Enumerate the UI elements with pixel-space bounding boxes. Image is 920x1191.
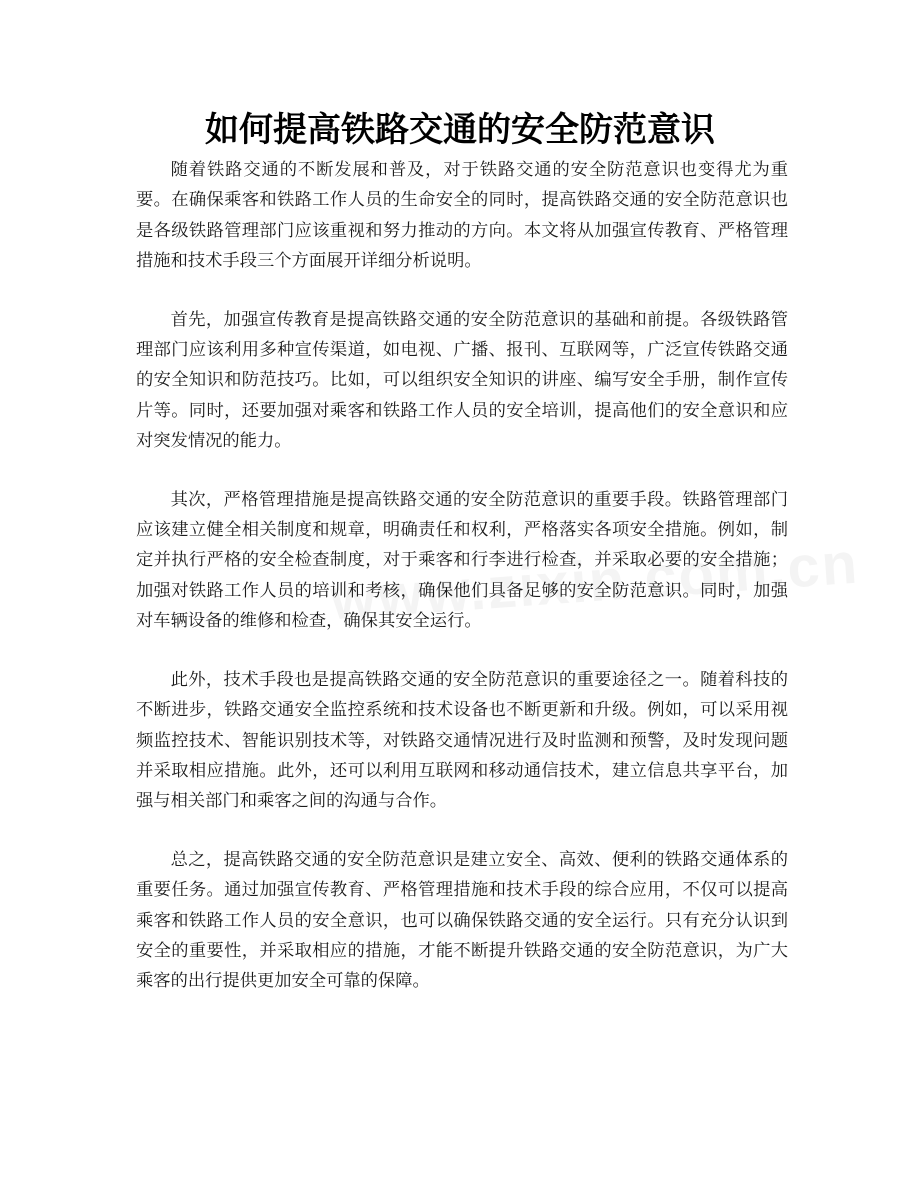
paragraph-intro: 随着铁路交通的不断发展和普及，对于铁路交通的安全防范意识也变得尤为重要。在确保乘客和铁路工作人员的生命安全的同时，提高铁路交通的安全防范意识也是各级铁路管理部门应该重视和努力推动的方向。本文将从加强宣传教育、严格管理措施和技术手段三个方面展开详细分析说明。 bbox=[136, 160, 788, 272]
paragraph-publicity-education: 首先，加强宣传教育是提高铁路交通的安全防范意识的基础和前提。各级铁路管理部门应该利用多种宣传渠道，如电视、广播、报刊、互联网等，广泛宣传铁路交通的安全知识和防范技巧。比如，可以组织安全知识的讲座、编写安全手册，制作宣传片等。同时，还要加强对乘客和铁路工作人员的安全培训，提高他们的安全意识和应对突发情况的能力。 bbox=[136, 309, 788, 452]
paragraph-management-measures: 其次，严格管理措施是提高铁路交通的安全防范意识的重要手段。铁路管理部门应该建立健全相关制度和规章，明确责任和权利，严格落实各项安全措施。例如，制定并执行严格的安全检查制度，对于乘客和行李进行检查，并采取必要的安全措施；加强对铁路工作人员的培训和考核，确保他们具备足够的安全防范意识。同时，加强对车辆设备的维修和检查，确保其安全运行。 bbox=[136, 489, 788, 632]
paragraph-conclusion: 总之，提高铁路交通的安全防范意识是建立安全、高效、便利的铁路交通体系的重要任务。通过加强宣传教育、严格管理措施和技术手段的综合应用，不仅可以提高乘客和铁路工作人员的安全意识，也可以确保铁路交通的安全运行。只有充分认识到安全的重要性，并采取相应的措施，才能不断提升铁路交通的安全防范意识，为广大乘客的出行提供更加安全可靠的保障。 bbox=[136, 849, 788, 992]
document-body bbox=[136, 155, 788, 1025]
paragraph-technical-means: 此外，技术手段也是提高铁路交通的安全防范意识的重要途径之一。随着科技的不断进步，铁路交通安全监控系统和技术设备也不断更新和升级。例如，可以采用视频监控技术、智能识别技术等，对铁路交通情况进行及时监测和预警，及时发现问题并采取相应措施。此外，还可以利用互联网和移动通信技术，建立信息共享平台，加强与相关部门和乘客之间的沟通与合作。 bbox=[136, 669, 788, 812]
document-title: 如何提高铁路交通的安全防范意识 bbox=[205, 110, 715, 150]
